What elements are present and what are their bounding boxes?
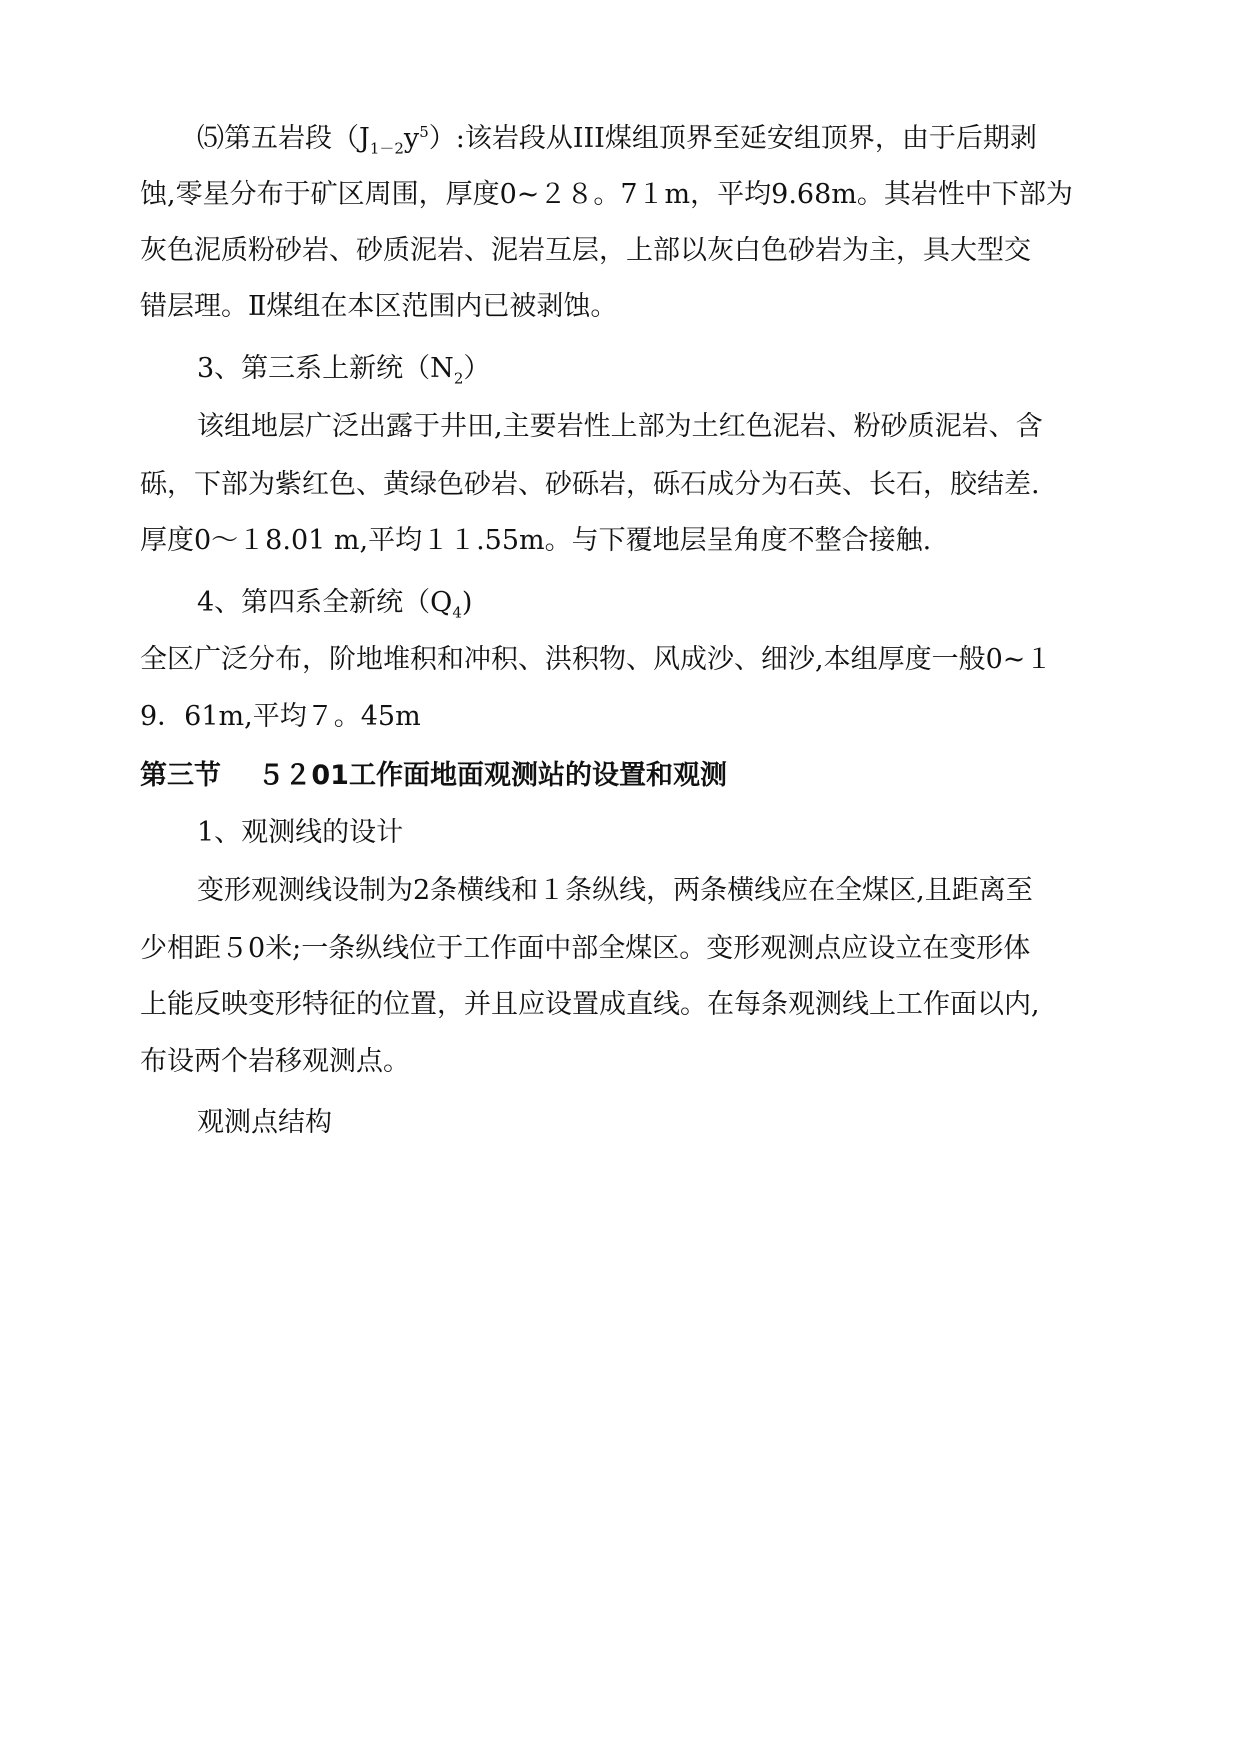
text-run: ）:该岩段从III煤组顶界至延安组顶界，由于后期剥	[428, 123, 1037, 154]
paragraph-line: 布设两个岩移观测点。	[140, 1046, 410, 1077]
paragraph-line: 少相距５0米;一条纵线位于工作面中部全煤区。变形观测点应设立在变形体	[140, 933, 1031, 964]
text-run: y	[403, 123, 420, 154]
text-run: ）	[463, 353, 491, 384]
text-run: )	[461, 587, 473, 618]
text-run: 4、第四系全新统（Q	[197, 587, 453, 618]
section-title: 1、观测线的设计	[197, 817, 404, 848]
paragraph-line	[197, 122, 1037, 156]
subscript: 4	[452, 603, 462, 622]
text-run: 3、第三系上新统（N	[197, 353, 454, 384]
subscript: 2	[453, 369, 464, 388]
paragraph-line: 上能反映变形特征的位置，并且应设置成直线。在每条观测线上工作面以内,	[140, 989, 1040, 1020]
section-title	[197, 586, 472, 620]
subscript: 1－2	[369, 139, 404, 158]
paragraph-line: 灰色泥质粉砂岩、砂质泥岩、泥岩互层，上部以灰白色砂岩为主，具大型交	[140, 235, 1031, 266]
paragraph-line: 厚度0～１8.01 m,平均１１.55m。与下覆地层呈角度不整合接触.	[140, 525, 932, 556]
superscript: 5	[419, 123, 429, 141]
text-run: ⑸第五岩段（J	[197, 123, 370, 154]
paragraph-line: 变形观测线设制为2条横线和１条纵线，两条横线应在全煤区,且距离至	[197, 875, 1033, 906]
paragraph-line: 该组地层广泛出露于井田,主要岩性上部为土红色泥岩、粉砂质泥岩、含	[197, 411, 1043, 442]
section-title	[197, 352, 490, 386]
paragraph-line: 错层理。Ⅱ煤组在本区范围内已被剥蚀。	[140, 291, 618, 322]
paragraph-line: 观测点结构	[197, 1107, 332, 1138]
paragraph-line: 蚀,零星分布于矿区周围，厚度0~２８。7１m，平均9.68m。其岩性中下部为	[140, 179, 1073, 210]
paragraph-line: 砾，下部为紫红色、黄绿色砂岩、砂砾岩，砾石成分为石英、长石，胶结差.	[140, 469, 1040, 500]
paragraph-line: 9．61m,平均７。45m	[140, 701, 421, 732]
paragraph-line: 全区广泛分布，阶地堆积和冲积、洪积物、风成沙、细沙,本组厚度一般0~１	[140, 644, 1053, 675]
chapter-heading: 第三节 ５２01工作面地面观测站的设置和观测	[140, 760, 727, 791]
